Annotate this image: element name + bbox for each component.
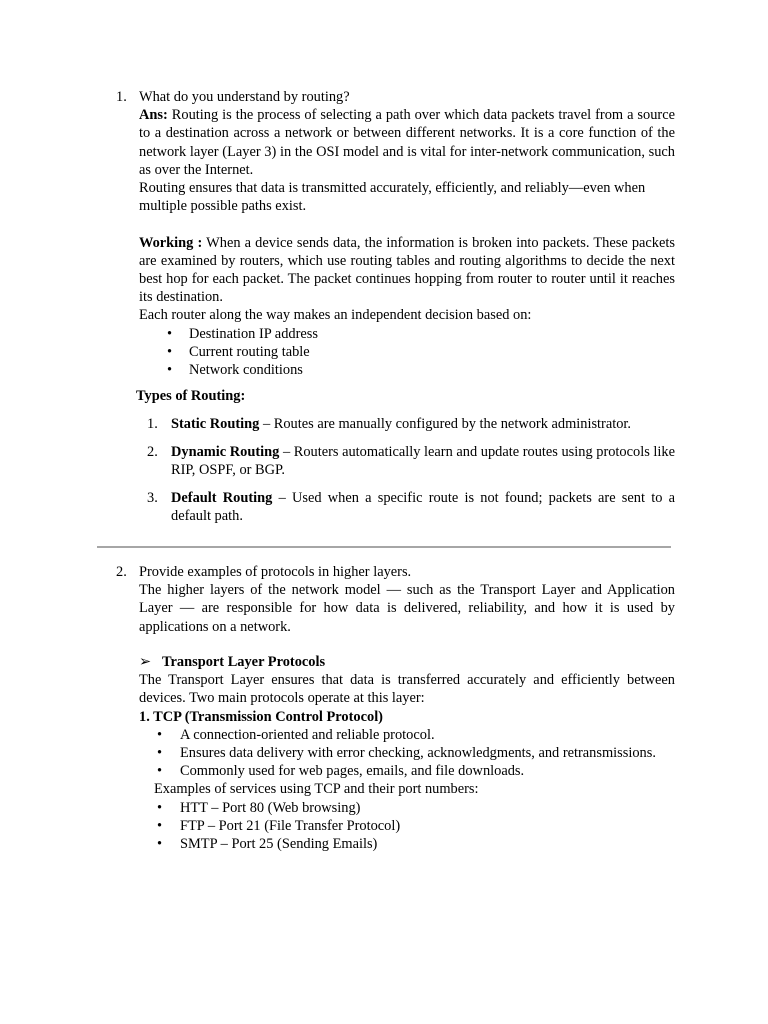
- routing-type-number: 1.: [147, 416, 158, 432]
- routing-type-text: [171, 489, 675, 525]
- question-2-number: 2.: [116, 564, 127, 580]
- list-item: [139, 343, 675, 361]
- bullet-icon: •: [157, 763, 163, 780]
- list-item: [139, 744, 675, 762]
- tcp-ports-list: [139, 799, 675, 854]
- ans-label: Ans:: [139, 107, 168, 124]
- routing-type-number: 3.: [147, 489, 158, 506]
- ans-text: Routing is the process of selecting a path over which data packets travel from a source to a destination across a network or between different networks. It is a core function of the network layer (Layer 3) in the OSI model and is vital for inter-network communication, such as over the Internet.: [139, 107, 675, 178]
- routing-types-list: [147, 415, 675, 535]
- routing-type-item: [147, 415, 675, 433]
- types-of-routing-heading: Types of Routing:: [136, 388, 246, 404]
- tcp-features-list: [139, 726, 675, 781]
- routing-type-text: [171, 443, 675, 479]
- bullet-icon: •: [167, 325, 173, 342]
- list-item: [139, 726, 675, 744]
- horizontal-divider: [97, 546, 671, 548]
- transport-layer-text: The Transport Layer ensures that data is transferred accurately and efficiently between devices. Two main protocols operate at this layer:: [139, 672, 675, 707]
- routing-type-name: Static Routing: [171, 416, 260, 432]
- routing-type-desc: – Routes are manually configured by the network administrator.: [259, 416, 632, 432]
- working-label: Working :: [139, 234, 203, 251]
- list-item-text: SMTP – Port 25 (Sending Emails): [180, 836, 378, 853]
- working-text: When a device sends data, the information is broken into packets. These packets are examined by routers, which use routing tables and routing algorithms to decide the next best hop for each packet. The packet continues hopping from router to router until it reaches its destination.: [139, 234, 675, 306]
- question-1-block: [139, 88, 675, 379]
- transport-layer-heading: [162, 653, 675, 671]
- question-2-block: [139, 563, 675, 636]
- routing-type-desc: – Routers automatically learn and update routes using protocols like RIP, OSPF, or BGP.: [171, 443, 675, 478]
- bullet-icon: •: [157, 745, 163, 762]
- question-1-number: 1.: [116, 89, 127, 105]
- list-item-text: Current routing table: [189, 343, 310, 360]
- bullet-icon: •: [157, 817, 163, 834]
- answer-paragraph: [139, 106, 675, 179]
- routing-type-item: [147, 489, 675, 525]
- working-paragraph: [139, 234, 675, 307]
- bullet-icon: •: [157, 726, 163, 743]
- routing-type-number: 2.: [147, 443, 158, 460]
- list-item-text: Network conditions: [189, 362, 303, 379]
- transport-layer-block: [139, 653, 675, 853]
- list-item-text: A connection-oriented and reliable protocol.: [180, 726, 435, 743]
- arrow-bullet-icon: ➢: [139, 654, 152, 670]
- list-item: [139, 325, 675, 343]
- bullet-icon: •: [167, 362, 173, 379]
- list-item: [139, 817, 675, 835]
- routing-type-item: [147, 443, 675, 479]
- list-item-text: Destination IP address: [189, 325, 318, 342]
- question-2-text: Provide examples of protocols in higher layers.: [139, 564, 412, 580]
- list-item: [139, 361, 675, 379]
- blank-line: [139, 215, 675, 233]
- routing-type-name: Dynamic Routing: [171, 443, 280, 460]
- routing-type-desc: – Used when a specific route is not found; packets are sent to a default path.: [171, 489, 675, 524]
- routing-ensures-paragraph: Routing ensures that data is transmitted accurately, efficiently, and reliably—even when multiple possible paths exist.: [139, 180, 646, 215]
- list-item-text: HTT – Port 80 (Web browsing): [180, 799, 361, 816]
- question-1-text: What do you understand by routing?: [139, 89, 350, 105]
- bullet-icon: •: [167, 343, 173, 360]
- list-item: [139, 835, 675, 853]
- list-item-text: FTP – Port 21 (File Transfer Protocol): [180, 817, 401, 834]
- higher-layers-intro: The higher layers of the network model — such as the Transport Layer and Application Layer — are responsible for how data is delivered, reliability, and how it is used by applications on a network.: [139, 582, 675, 635]
- tcp-examples-label: Examples of services using TCP and their port numbers:: [154, 781, 479, 798]
- bullet-icon: •: [157, 836, 163, 853]
- decision-factors-list: [139, 325, 675, 380]
- list-item: [139, 799, 675, 817]
- list-item-text: Ensures data delivery with error checking, acknowledgments, and retransmissions.: [180, 745, 656, 762]
- each-router-paragraph: Each router along the way makes an independent decision based on:: [139, 307, 532, 324]
- routing-type-text: [171, 415, 675, 433]
- tcp-title: 1. TCP (Transmission Control Protocol): [139, 708, 383, 725]
- list-item-text: Commonly used for web pages, emails, and file downloads.: [180, 763, 525, 780]
- tcp-heading: [139, 708, 675, 726]
- transport-layer-title: Transport Layer Protocols: [162, 654, 326, 670]
- routing-type-name: Default Routing: [171, 489, 273, 506]
- list-item: [139, 762, 675, 780]
- bullet-icon: •: [157, 799, 163, 816]
